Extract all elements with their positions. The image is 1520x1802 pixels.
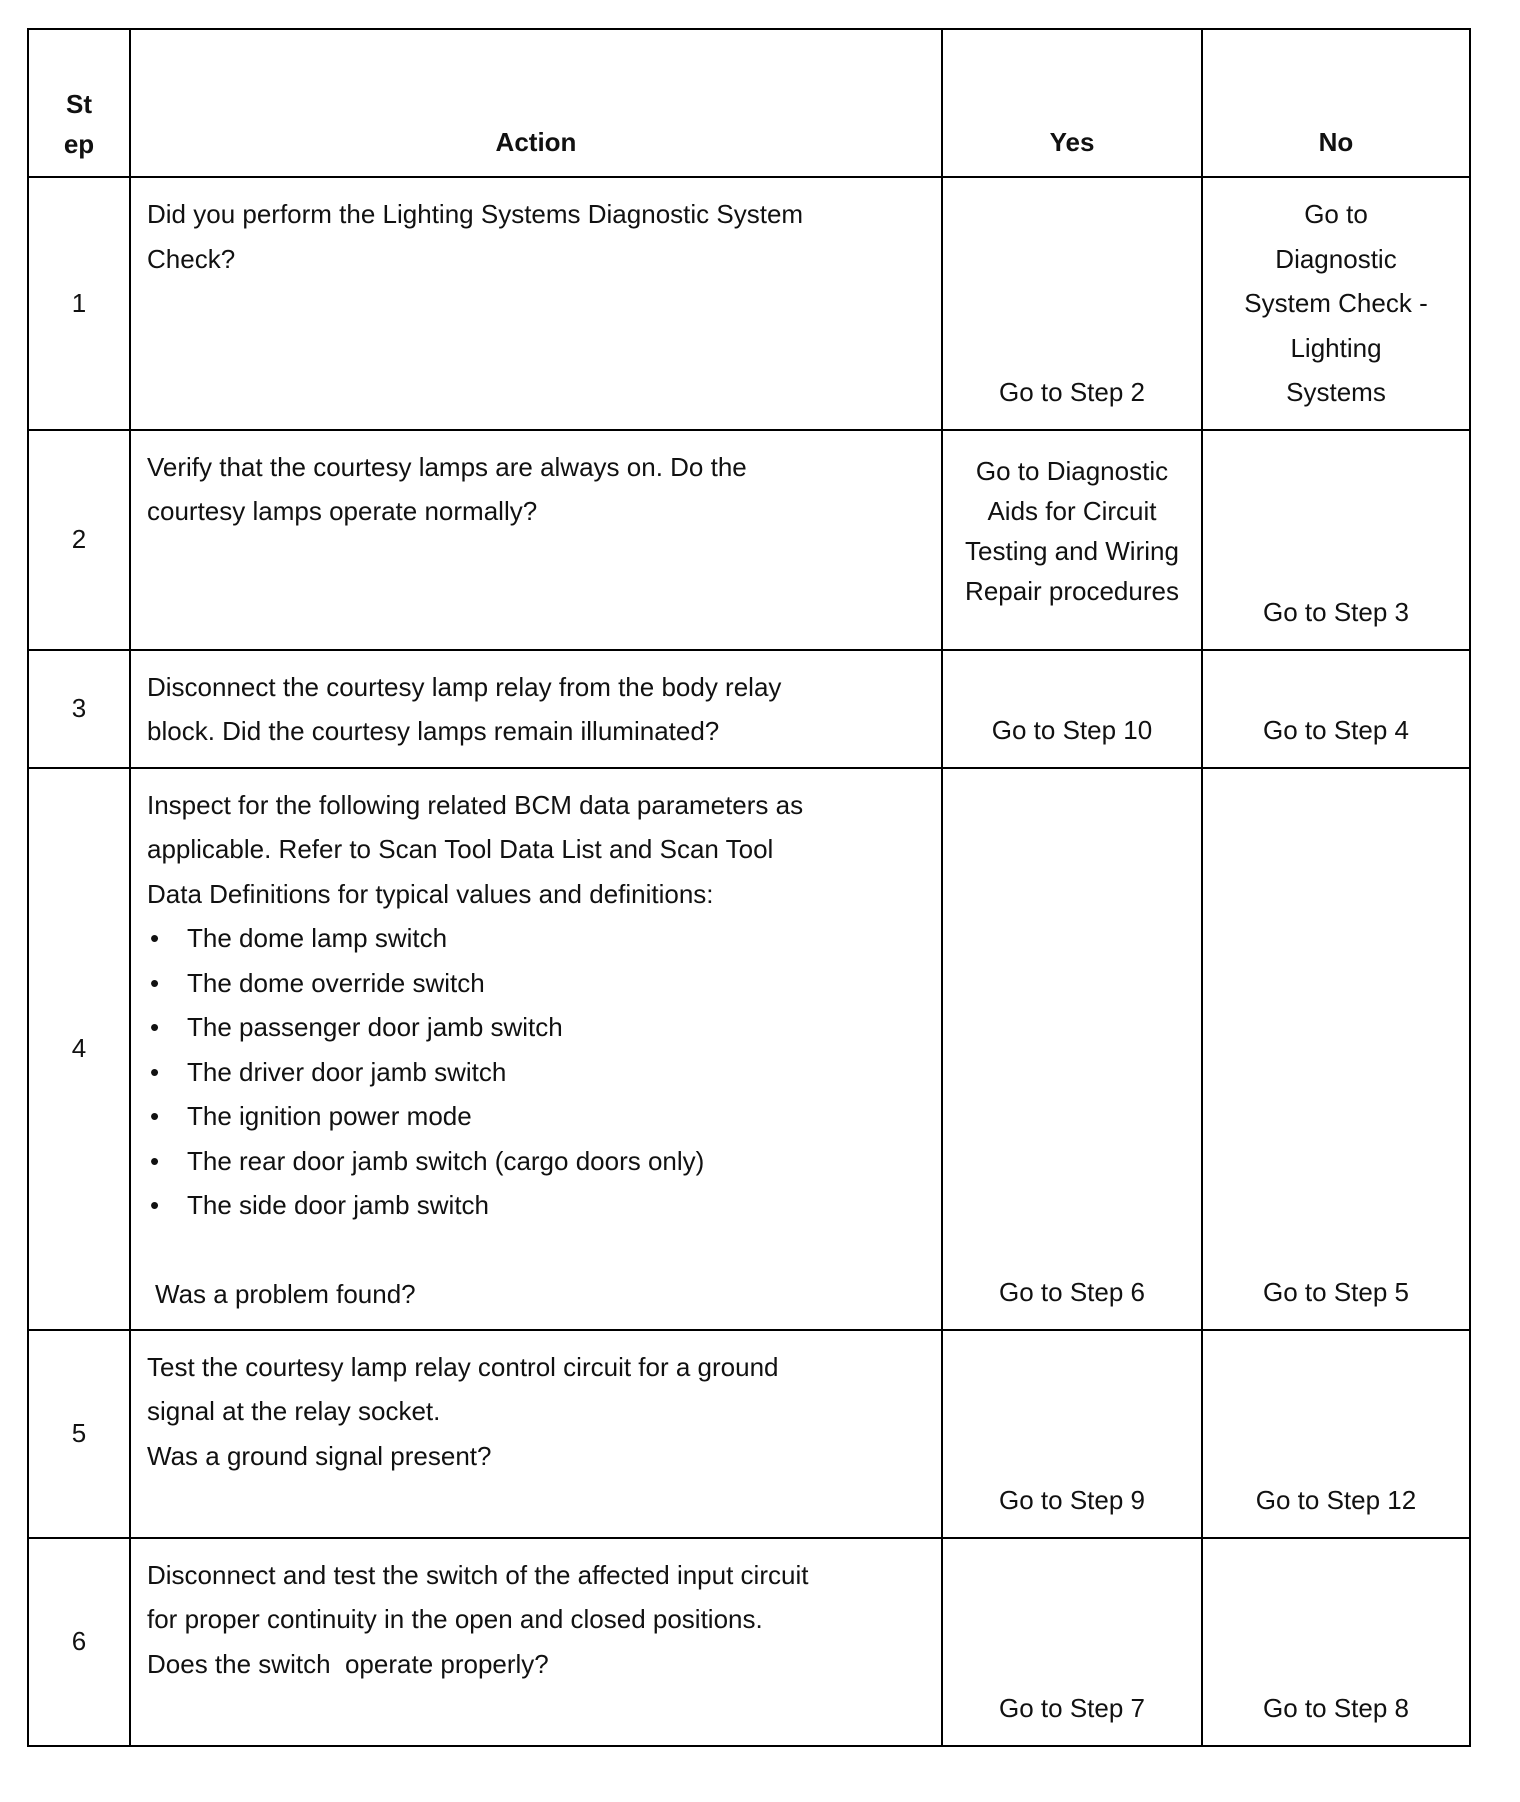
step-number: 6 [28, 1538, 130, 1746]
action-cell [130, 768, 942, 1330]
yes-line: Aids for Circuit [987, 495, 1157, 526]
action-line: Inspect for the following related BCM data parameters as [147, 789, 804, 820]
table-row [28, 1330, 1470, 1538]
list-item: • The side door jamb switch [147, 1183, 929, 1228]
action-line: signal at the relay socket. [147, 1396, 441, 1426]
action-line: courtesy lamps operate normally? [147, 496, 538, 526]
yes-cell: Go to Step 7 [942, 1538, 1202, 1746]
list-item: • The ignition power mode [147, 1094, 929, 1139]
action-line: Data Definitions for typical values and definitions: [147, 878, 714, 909]
step-number: 1 [28, 177, 130, 430]
parameter-list [147, 916, 929, 1228]
no-cell: Go to Step 5 [1202, 768, 1470, 1330]
yes-cell: Go to Step 2 [942, 177, 1202, 430]
no-cell [1202, 177, 1470, 430]
no-cell: Go to Step 12 [1202, 1330, 1470, 1538]
no-line: System Check - [1244, 288, 1428, 318]
no-line: Go to [1304, 199, 1368, 229]
yes-cell [942, 430, 1202, 650]
list-item: • The dome override switch [147, 961, 929, 1006]
action-line: Disconnect and test the switch of the affected input circuit [147, 1559, 809, 1590]
table-row [28, 177, 1470, 430]
action-line: Disconnect the courtesy lamp relay from the body relay [147, 671, 782, 702]
action-line: Test the courtesy lamp relay control circuit for a ground [147, 1351, 779, 1382]
table-row [28, 1538, 1470, 1746]
action-cell [130, 177, 942, 430]
yes-line: Testing and Wiring [965, 535, 1179, 566]
action-question: Was a problem found? [155, 1278, 416, 1309]
header-step-line1: St [66, 89, 92, 119]
no-cell: Go to Step 4 [1202, 650, 1470, 768]
no-line: Lighting [1290, 332, 1382, 363]
yes-cell: Go to Step 9 [942, 1330, 1202, 1538]
list-item: • The driver door jamb switch [147, 1050, 929, 1095]
action-cell [130, 1330, 942, 1538]
action-line: block. Did the courtesy lamps remain illuminated? [147, 716, 720, 746]
step-number: 5 [28, 1330, 130, 1538]
action-line: for proper continuity in the open and closed positions. [147, 1604, 763, 1634]
action-line: Check? [147, 243, 236, 274]
no-cell: Go to Step 3 [1202, 430, 1470, 650]
action-cell [130, 430, 942, 650]
list-item: • The passenger door jamb switch [147, 1005, 929, 1050]
yes-line: Repair procedures [965, 575, 1179, 606]
header-no: No [1202, 29, 1470, 177]
step-number: 2 [28, 430, 130, 650]
list-item: • The rear door jamb switch (cargo doors only) [147, 1139, 929, 1184]
step-number: 4 [28, 768, 130, 1330]
action-cell [130, 1538, 942, 1746]
header-row [28, 29, 1470, 177]
no-cell: Go to Step 8 [1202, 1538, 1470, 1746]
action-line: Was a ground signal present? [147, 1440, 492, 1471]
no-line: Systems [1286, 377, 1386, 407]
table-row [28, 768, 1470, 1330]
no-line: Diagnostic [1275, 243, 1397, 274]
yes-cell: Go to Step 10 [942, 650, 1202, 768]
action-line: Does the switch operate properly? [147, 1648, 549, 1679]
action-cell [130, 650, 942, 768]
action-line: Did you perform the Lighting Systems Diagnostic System [147, 199, 804, 229]
yes-cell: Go to Step 6 [942, 768, 1202, 1330]
table-row [28, 430, 1470, 650]
list-item: • The dome lamp switch [147, 916, 929, 961]
header-action: Action [130, 29, 942, 177]
action-line: Verify that the courtesy lamps are always on. Do the [147, 451, 747, 482]
header-step [28, 29, 130, 177]
table-row [28, 650, 1470, 768]
diagnostic-table [27, 28, 1471, 1747]
step-number: 3 [28, 650, 130, 768]
header-step-line2: ep [63, 129, 95, 159]
yes-line: Go to Diagnostic [975, 455, 1169, 486]
header-yes: Yes [942, 29, 1202, 177]
action-line: applicable. Refer to Scan Tool Data List and Scan Tool [147, 834, 774, 864]
